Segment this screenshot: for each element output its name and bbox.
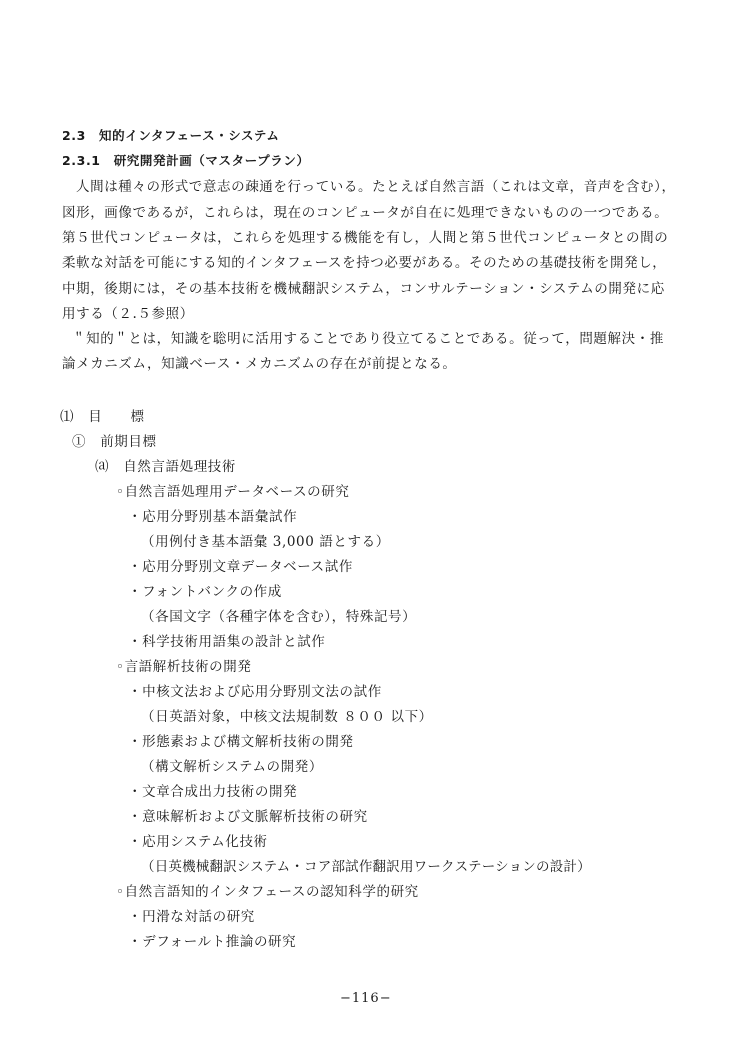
list-item: （日英機械翻訳システム・コア部試作翻訳用ワークステーションの設計） xyxy=(141,859,591,875)
list-item: ・意味解析および文脈解析技術の研究 xyxy=(128,809,368,825)
list-item: ・応用分野別基本語彙試作 xyxy=(128,509,298,525)
intro-line: 論メカニズム，知識ベース・メカニズムの存在が前提となる。 xyxy=(62,356,457,372)
list-item: （構文解析システムの開発） xyxy=(141,759,323,775)
intro-line: 用する（２.５参照） xyxy=(62,306,194,322)
list-item: ・デフォールト推論の研究 xyxy=(128,934,297,950)
list-item: ◦言語解析技術の開発 xyxy=(116,659,252,675)
list-item: ◦自然言語知的インタフェースの認知科学的研究 xyxy=(116,884,419,900)
intro-line: 柔軟な対話を可能にする知的インタフェースを持つ必要がある。そのための基礎技術を開発し， xyxy=(62,255,667,271)
list-item: ・中核文法および応用分野別文法の試作 xyxy=(128,684,382,700)
list-item: ・応用分野別文章データベース試作 xyxy=(128,559,353,575)
intro-line: 中期，後期には，その基本技術を機械翻訳システム，コンサルテーション・システムの開発に応 xyxy=(62,281,665,297)
list-item: ◦自然言語処理用データベースの研究 xyxy=(116,484,350,500)
list-item: （用例付き基本語彙 3,000 語とする） xyxy=(141,534,390,550)
list-item: ・フォントバンクの作成 xyxy=(128,584,282,600)
intro-line: 人間は種々の形式で意志の疎通を行っている。たとえば自然言語（これは文章，音声を含む）， xyxy=(76,179,676,195)
goal-heading: ⑴ 目 標 xyxy=(60,409,145,425)
list-item: ・文章合成出力技術の開発 xyxy=(128,784,298,800)
page-number: −116− xyxy=(340,991,392,1006)
intro-line: 第５世代コンピュータは，これらを処理する機能を有し，人間と第５世代コンピュータとの間の xyxy=(62,230,669,246)
section-heading: 2.3 知的インタフェース・システム xyxy=(62,128,280,143)
nlp-heading: ⒜ 自然言語処理技術 xyxy=(95,459,236,475)
section-subheading: 2.3.1 研究開発計画（マスタープラン） xyxy=(62,153,310,168)
intro-line: 図形，画像であるが，これらは，現在のコンピュータが自在に処理できないものの一つである。 xyxy=(62,205,669,221)
list-item: ・円滑な対話の研究 xyxy=(128,909,255,925)
list-item: ・応用システム化技術 xyxy=(128,834,268,850)
intro-line: ＂知的＂とは，知識を聡明に活用することであり役立てることである。従って，問題解決・推 xyxy=(72,331,664,347)
list-item: ・科学技術用語集の設計と試作 xyxy=(128,634,326,650)
list-item: （各国文字（各種字体を含む），特殊記号） xyxy=(141,609,417,625)
list-item: （日英語対象，中核文法規制数 ８００ 以下） xyxy=(141,709,433,725)
list-item: ・形態素および構文解析技術の開発 xyxy=(128,734,354,750)
early-goal-heading: ① 前期目標 xyxy=(72,434,157,450)
